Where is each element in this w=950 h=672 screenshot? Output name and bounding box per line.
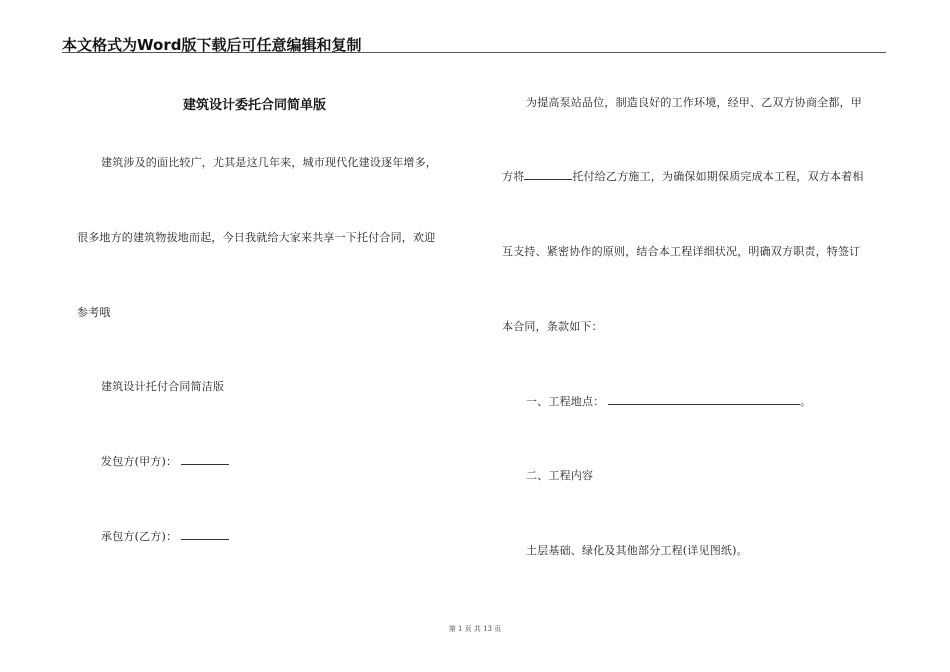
site-label: 一、工程地点：: [526, 395, 605, 408]
party-b-blank[interactable]: [181, 529, 229, 540]
right-paragraph-line-1: 为提高泵站品位，制造良好的工作环境，经甲、乙双方协商全都，甲: [526, 96, 862, 109]
content-text: 土层基础、绿化及其他部分工程(详见图纸)。: [526, 544, 748, 557]
intro-line-1: 建筑涉及的面比较广，尤其是这几年来，城市现代化建设逐年增多，: [101, 156, 437, 169]
entrusted-item-blank[interactable]: [524, 169, 572, 180]
party-b-label: 承包方(乙方)：: [101, 530, 178, 543]
contract-subtitle: 建筑设计托付合同简洁版: [101, 380, 225, 393]
page-header-title: 本文格式为Word版下载后可任意编辑和复制: [62, 36, 362, 54]
party-a-label: 发包方(甲方)：: [101, 455, 178, 468]
site-line: [526, 393, 811, 409]
site-period: 。: [800, 395, 812, 408]
party-a-line: [101, 453, 229, 469]
page-number-footer: 第 1 页 共 13 页: [448, 625, 502, 633]
right-paragraph-line-2: [502, 168, 864, 184]
intro-line-3: 参考哦: [77, 306, 111, 319]
party-b-line: [101, 528, 229, 544]
right-paragraph-line-3: 互支持、紧密协作的原则，结合本工程详细状况，明确双方职责，特签订: [502, 245, 861, 258]
p2-before-text: 方将: [502, 170, 525, 183]
intro-line-2: 很多地方的建筑物拔地而起，今日我就给大家来共享一下托付合同，欢迎: [77, 231, 436, 244]
site-blank[interactable]: [608, 394, 800, 405]
document-title: 建筑设计委托合同简单版: [183, 98, 327, 113]
party-a-blank[interactable]: [181, 454, 229, 465]
p2-after-text: 托付给乙方施工，为确保如期保质完成本工程，双方本着相: [572, 170, 864, 183]
content-heading: 二、工程内容: [526, 469, 594, 482]
header-divider: [62, 52, 886, 53]
right-paragraph-line-4: 本合同，条款如下：: [502, 320, 603, 333]
